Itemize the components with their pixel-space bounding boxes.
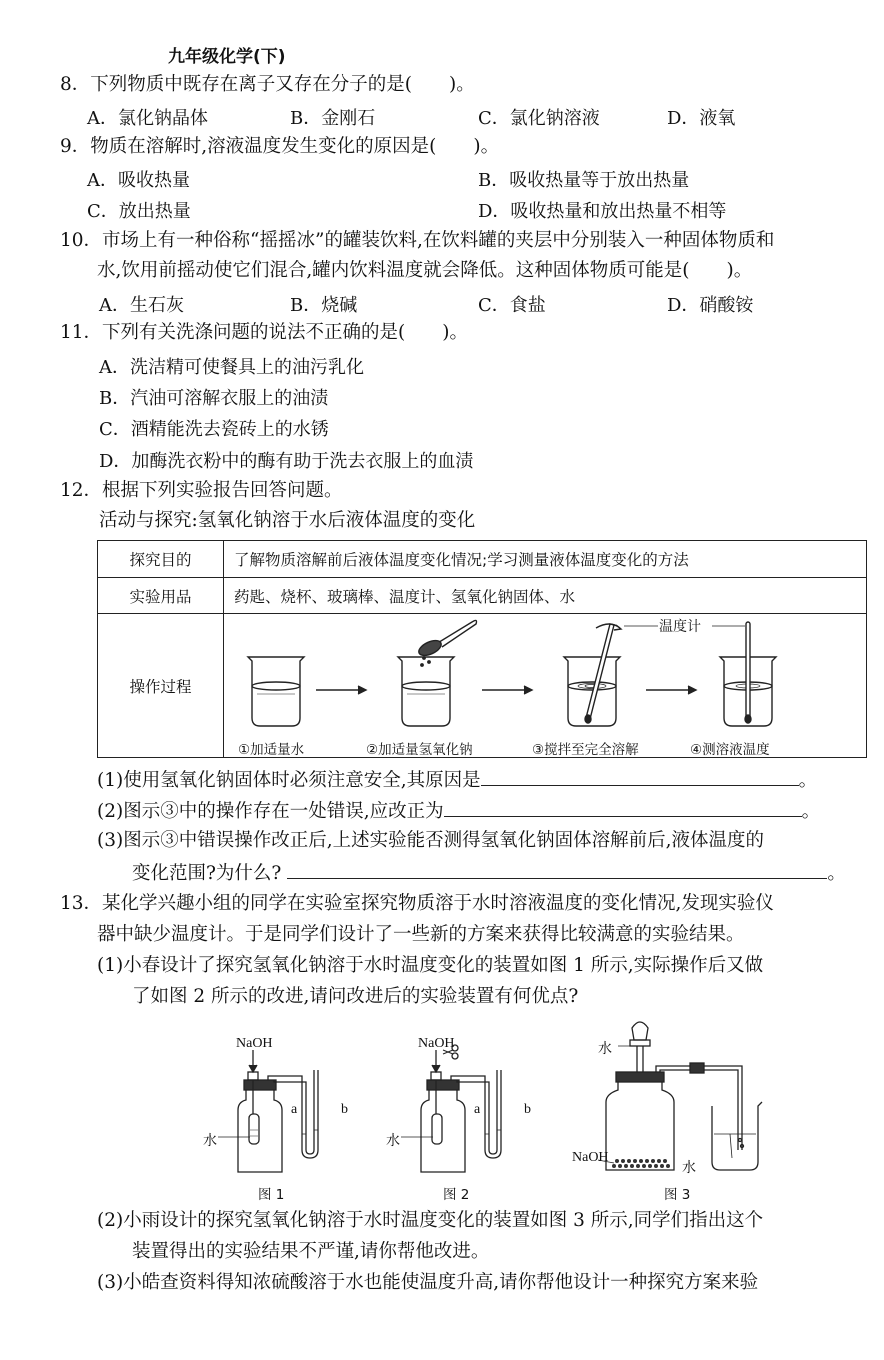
- fig1-water-label: 水: [203, 1134, 217, 1149]
- question-13-stem-line2: 器中缺少温度计。于是同学们设计了一些新的方案来获得比较满意的实验结果。: [97, 924, 745, 945]
- q12-sub2-text: (2)图示③中的操作存在一处错误,应改正为: [97, 801, 444, 822]
- figure-1-apparatus-icon: [218, 1050, 318, 1172]
- question-12-stem: 12．根据下列实验报告回答问题。: [60, 480, 343, 501]
- fig2-naoh-label: NaOH: [418, 1036, 455, 1051]
- purpose-label: 探究目的: [98, 541, 224, 578]
- answer-blank[interactable]: [287, 860, 827, 879]
- q11-option-c: C．酒精能洗去瓷砖上的水锈: [99, 419, 329, 440]
- beaker-1-icon: [248, 657, 304, 726]
- question-8-stem: 8．下列物质中既存在离子又存在分子的是( )。: [60, 74, 475, 95]
- step-2-caption: ②加适量氢氧化钠: [366, 742, 473, 758]
- question-13-stem-line1: 13．某化学兴趣小组的同学在实验室探究物质溶于水时溶液温度的变化情况,发现实验仪: [60, 893, 774, 914]
- q13-sub2-line1: (2)小雨设计的探究氢氧化钠溶于水时温度变化的装置如图 3 所示,同学们指出这个: [97, 1210, 764, 1231]
- step-1-caption: ①加适量水: [238, 742, 305, 758]
- figure-1-caption: 图 1: [258, 1187, 285, 1203]
- q13-figures: [190, 1010, 790, 1190]
- figure-3-caption: 图 3: [664, 1187, 691, 1203]
- figure-2-apparatus-icon: [401, 1045, 501, 1172]
- fig1-a-label: a: [291, 1102, 298, 1117]
- q10-option-d: D．硝酸铵: [667, 295, 754, 316]
- q13-sub2-line2: 装置得出的实验结果不严谨,请你帮他改进。: [132, 1241, 490, 1262]
- q13-sub1-line2: 了如图 2 所示的改进,请问改进后的实验装置有何优点?: [132, 986, 579, 1007]
- fig3-water-top-label: 水: [598, 1042, 612, 1057]
- experiment-report-table: [97, 540, 867, 758]
- q8-option-b: B．金刚石: [290, 108, 376, 129]
- answer-blank[interactable]: [444, 798, 802, 817]
- q13-sub1-line1: (1)小春设计了探究氢氧化钠溶于水时温度变化的装置如图 1 所示,实际操作后又做: [97, 955, 764, 976]
- materials-label: 实验用品: [98, 578, 224, 614]
- q11-option-b: B．汽油可溶解衣服上的油渍: [99, 388, 329, 409]
- q13-sub3-line1: (3)小皓查资料得知浓硫酸溶于水也能使温度升高,请你帮他设计一种探究方案来验: [97, 1272, 759, 1293]
- q10-option-b: B．烧碱: [290, 295, 358, 316]
- step-4-caption: ④测溶液温度: [690, 742, 770, 758]
- q9-option-d: D．吸收热量和放出热量不相等: [478, 201, 727, 222]
- question-10-stem-line2: 水,饮用前摇动使它们混合,罐内饮料温度就会降低。这种固体物质可能是( )。: [97, 260, 753, 281]
- end-mark: 。: [801, 801, 821, 822]
- thermometer-label: 温度计: [659, 619, 701, 635]
- procedure-label: 操作过程: [98, 614, 224, 758]
- procedure-figure-cell: [224, 614, 867, 758]
- q12-activity-title: 活动与探究:氢氧化钠溶于水后液体温度的变化: [99, 510, 476, 531]
- fig2-water-label: 水: [386, 1134, 400, 1149]
- q9-option-b: B．吸收热量等于放出热量: [478, 170, 690, 191]
- procedure-diagram: [224, 614, 866, 757]
- thermometer-icon: [712, 622, 751, 723]
- q12-sub3-line2-text: 变化范围?为什么?: [132, 863, 282, 884]
- question-10-stem-line1: 10．市场上有一种俗称“摇摇冰”的罐装饮料,在饮料罐的夹层中分别装入一种固体物质和: [60, 230, 775, 251]
- spoon-icon: [417, 620, 477, 666]
- q10-option-c: C．食盐: [478, 295, 546, 316]
- step-3-caption: ③搅拌至完全溶解: [532, 742, 639, 758]
- q12-sub1-text: (1)使用氢氧化钠固体时必须注意安全,其原因是: [97, 770, 481, 791]
- materials-value: 药匙、烧杯、玻璃棒、温度计、氢氧化钠固体、水: [224, 578, 867, 614]
- q12-sub3-line1: (3)图示③中错误操作改正后,上述实验能否测得氢氧化钠固体溶解前后,液体温度的: [97, 830, 764, 851]
- answer-blank[interactable]: [481, 767, 799, 786]
- q12-sub1: [97, 767, 817, 793]
- purpose-value: 了解物质溶解前后液体温度变化情况;学习测量液体温度变化的方法: [224, 541, 867, 578]
- q11-option-d: D．加酶洗衣粉中的酶有助于洗去衣服上的血渍: [99, 451, 474, 472]
- figure-3-apparatus-icon: [598, 1022, 762, 1170]
- q12-sub3-line2: [132, 860, 846, 886]
- q9-option-a: A．吸收热量: [87, 170, 190, 191]
- q12-sub2: [97, 798, 820, 824]
- fig2-b-label: b: [524, 1102, 531, 1117]
- fig1-naoh-label: NaOH: [236, 1036, 273, 1051]
- end-mark: 。: [798, 770, 818, 791]
- q11-option-a: A．洗洁精可使餐具上的油污乳化: [99, 357, 364, 378]
- question-11-stem: 11．下列有关洗涤问题的说法不正确的是( )。: [60, 322, 468, 343]
- q10-option-a: A．生石灰: [99, 295, 184, 316]
- beaker-2-icon: [398, 657, 454, 726]
- fig1-b-label: b: [341, 1102, 348, 1117]
- fig3-naoh-label: NaOH: [572, 1150, 609, 1165]
- page-header: 九年级化学(下): [168, 47, 286, 67]
- fig3-water-label: 水: [682, 1161, 696, 1176]
- end-mark: 。: [827, 863, 846, 884]
- beaker-3-icon: [564, 657, 620, 726]
- figure-2-caption: 图 2: [443, 1187, 470, 1203]
- q8-option-d: D．液氧: [667, 108, 736, 129]
- question-9-stem: 9．物质在溶解时,溶液温度发生变化的原因是( )。: [60, 136, 500, 157]
- q8-option-c: C．氯化钠溶液: [478, 108, 600, 129]
- q8-option-a: A．氯化钠晶体: [87, 108, 208, 129]
- q9-option-c: C．放出热量: [87, 201, 191, 222]
- fig2-a-label: a: [474, 1102, 481, 1117]
